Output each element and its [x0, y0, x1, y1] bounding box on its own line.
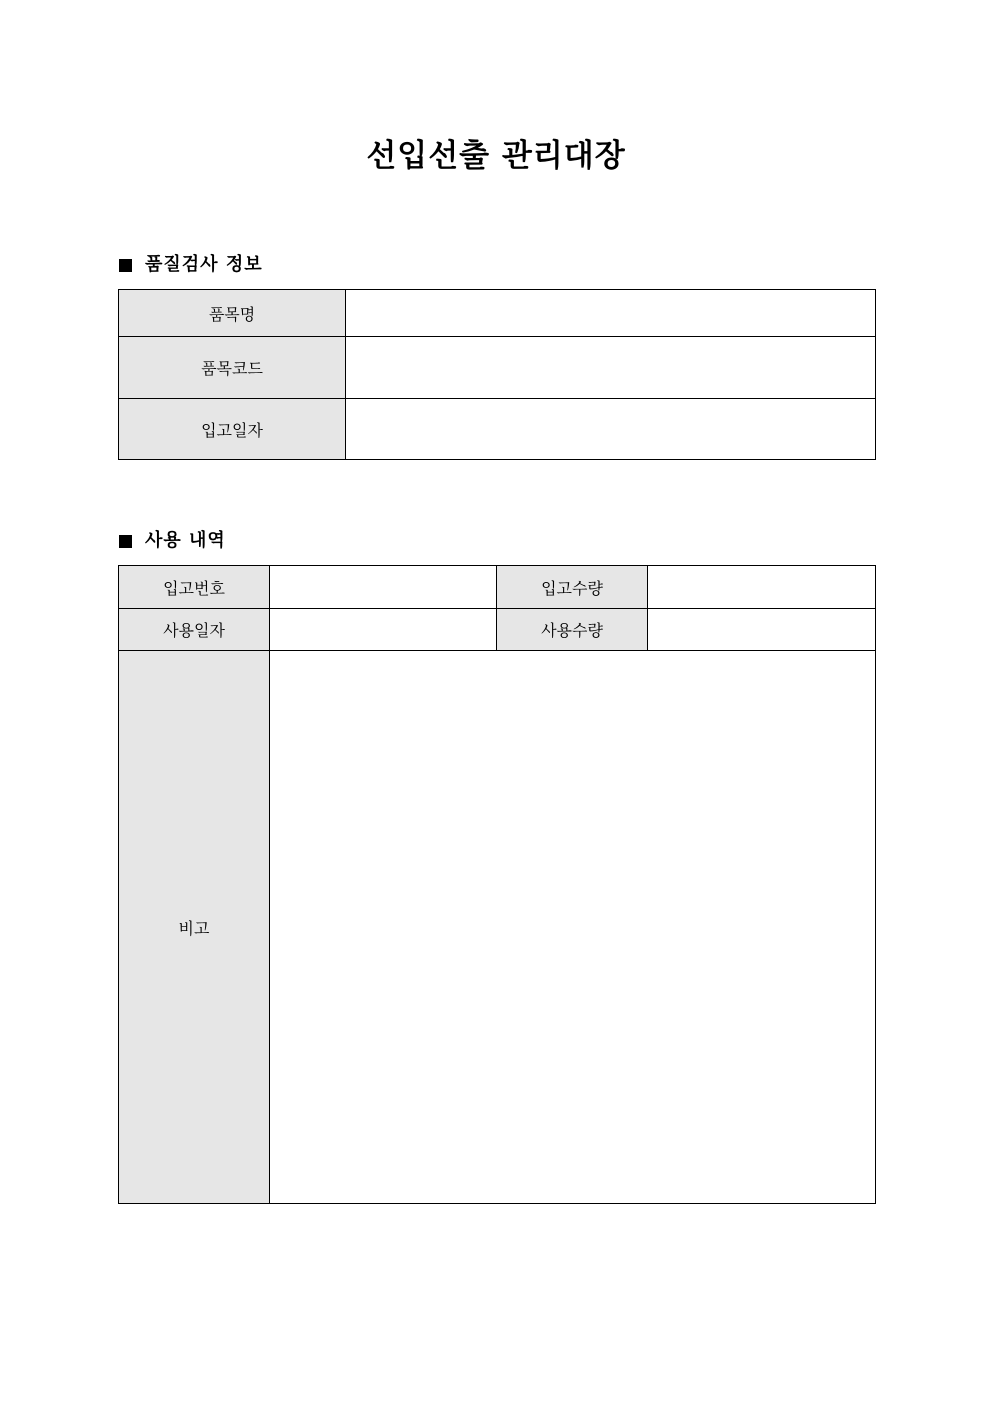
quality-inspection-heading — [119, 253, 263, 277]
square-bullet-icon — [119, 259, 132, 272]
receipt-number-field[interactable] — [270, 566, 497, 609]
table-row — [119, 651, 876, 1204]
receipt-date-field[interactable] — [346, 399, 876, 460]
usage-history-heading-text: 사용 내역 — [145, 530, 226, 551]
item-code-label: 품목코드 — [119, 337, 346, 399]
usage-history-table — [118, 565, 876, 1204]
quality-inspection-table — [118, 289, 876, 460]
quality-inspection-heading-text: 품질검사 정보 — [145, 254, 263, 275]
page-title: 선입선출 관리대장 — [366, 138, 626, 174]
use-date-field[interactable] — [270, 609, 497, 651]
table-row — [119, 290, 876, 337]
item-name-label: 품목명 — [119, 290, 346, 337]
remarks-field[interactable] — [270, 651, 876, 1204]
usage-history-heading — [119, 529, 226, 553]
use-date-label: 사용일자 — [119, 609, 270, 651]
receipt-number-label: 입고번호 — [119, 566, 270, 609]
table-row — [119, 337, 876, 399]
table-row — [119, 399, 876, 460]
receipt-quantity-field[interactable] — [648, 566, 876, 609]
square-bullet-icon — [119, 535, 132, 548]
table-row — [119, 566, 876, 609]
table-row — [119, 609, 876, 651]
use-quantity-field[interactable] — [648, 609, 876, 651]
receipt-quantity-label: 입고수량 — [497, 566, 648, 609]
remarks-label: 비고 — [119, 651, 270, 1204]
item-code-field[interactable] — [346, 337, 876, 399]
receipt-date-label: 입고일자 — [119, 399, 346, 460]
item-name-field[interactable] — [346, 290, 876, 337]
use-quantity-label: 사용수량 — [497, 609, 648, 651]
